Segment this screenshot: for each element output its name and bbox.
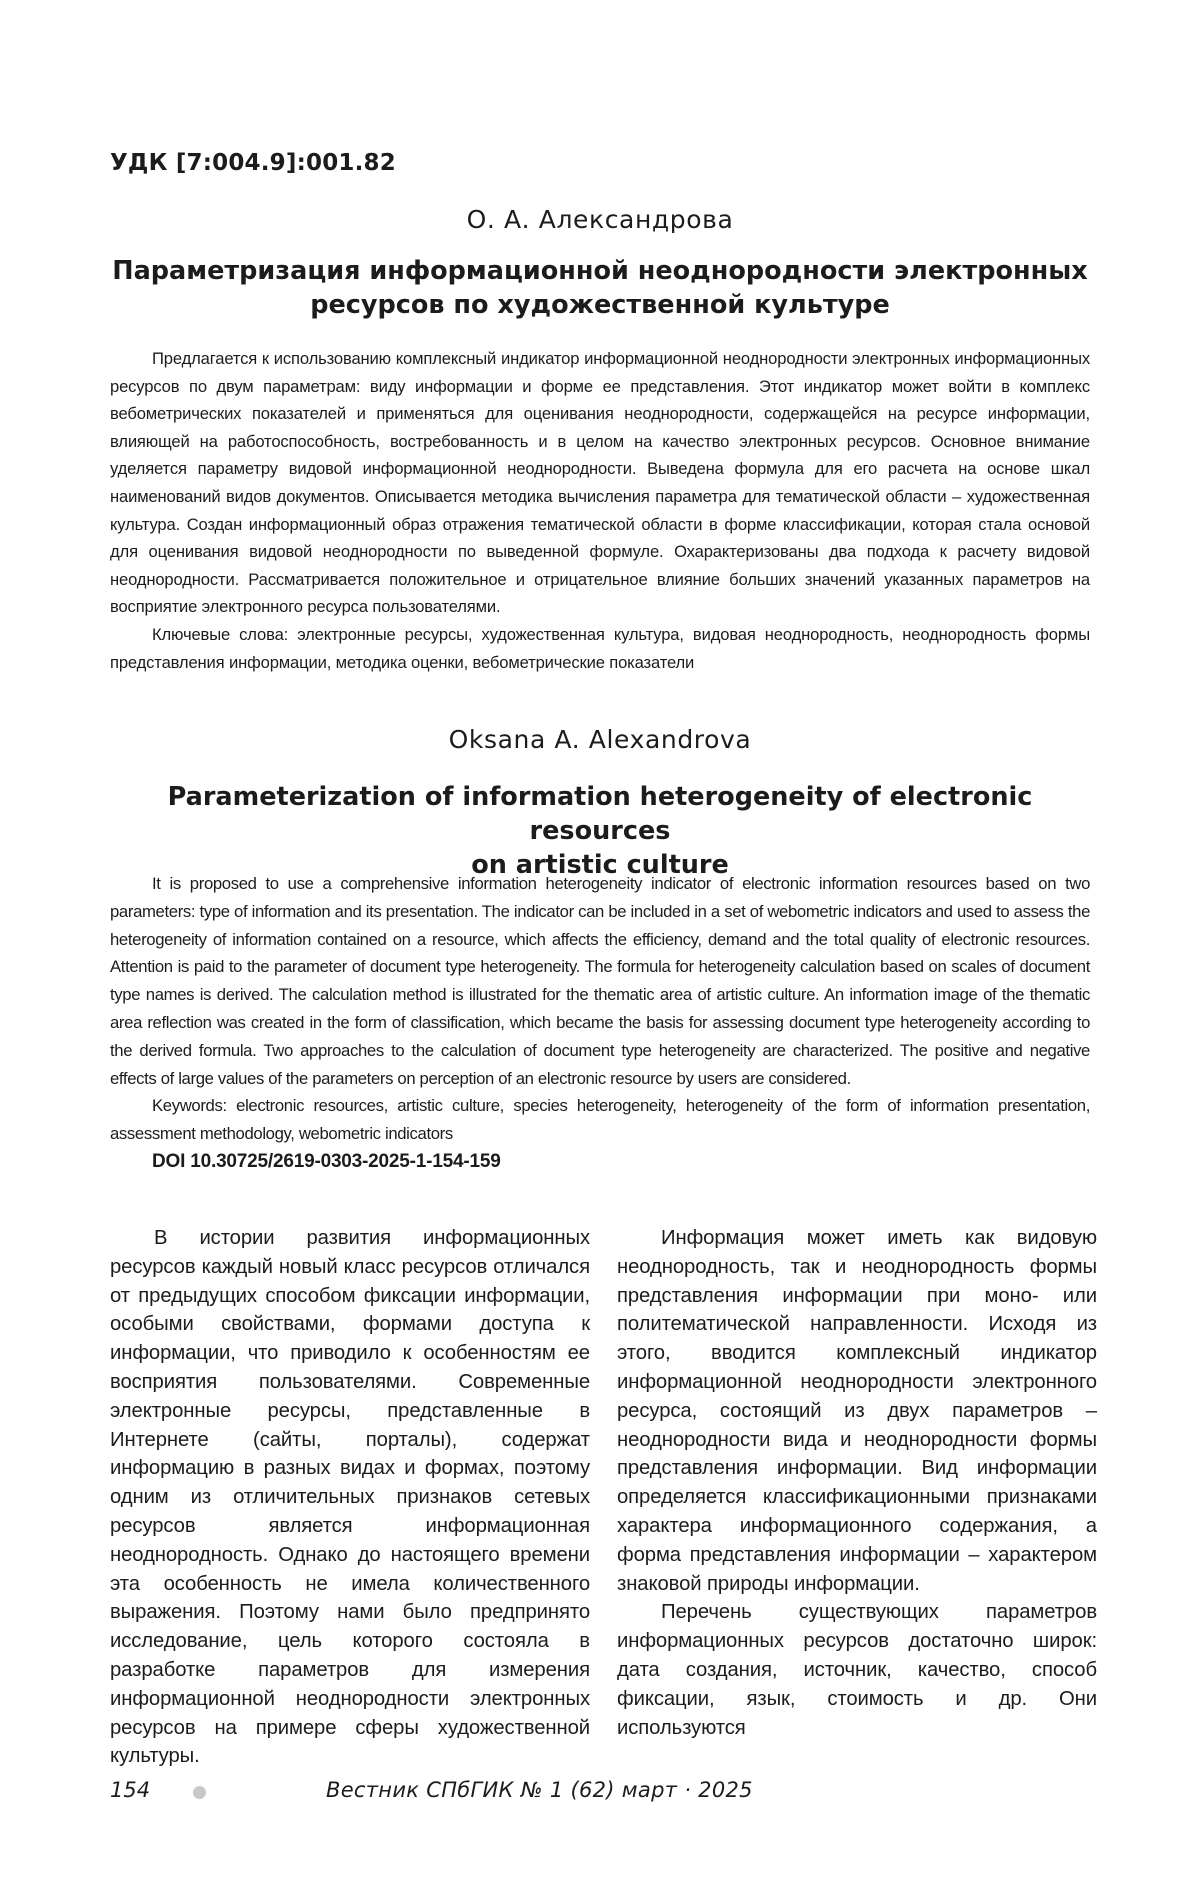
body-column-left: [110, 1224, 590, 1771]
page-number: 154: [110, 1778, 151, 1802]
abstract-en: [110, 870, 1090, 1176]
journal-info: Вестник СПбГИК № 1 (62) март · 2025: [326, 1778, 753, 1802]
title-en: [110, 780, 1090, 882]
body-paragraph: Перечень существующих параметров информационных ресурсов достаточно широк: дата создания, источник, качество, способ фиксации, язык, стоимость и др. Они используются: [617, 1601, 1097, 1739]
title-ru-line1: Параметризация информационной неоднородности электронных: [112, 256, 1088, 286]
title-ru-line2: ресурсов по художественной культуре: [310, 290, 890, 320]
body-column-right: [617, 1224, 1097, 1742]
author-ru: О. А. Александрова: [466, 205, 734, 234]
bullet-dot-icon: [193, 1786, 206, 1799]
title-en-line2: on artistic culture: [471, 850, 729, 880]
udc-code: УДК [7:004.9]:001.82: [110, 150, 396, 176]
doi: DOI 10.30725/2619-0303-2025-1-154-159: [152, 1150, 501, 1172]
abstract-ru: [110, 345, 1090, 676]
title-ru: [110, 254, 1090, 322]
keywords-ru: Ключевые слова: электронные ресурсы, художественная культура, видовая неоднородность, неоднородность формы представления информации, методика оценки, вебометрические показатели: [110, 624, 1090, 672]
body-paragraph: Информация может иметь как видовую неоднородность, так и неоднородность формы представления информации при моно- или политематической направленности. Исходя из этого, вводится комплексный индикатор информационной неоднородности электронного ресурса, состоящий из двух параметров – неоднородности вида и неоднородности формы представления информации. Вид информации определяется классификационными признаками характера информационного содержания, а форма представления информации – характером знаковой природы информации.: [617, 1227, 1097, 1595]
keywords-en: Keywords: electronic resources, artistic culture, species heterogeneity, heterogeneity of the form of information presentation, assessment methodology, webometric indicators: [110, 1096, 1090, 1144]
abstract-en-text: It is proposed to use a comprehensive information heterogeneity indicator of electronic information resources based on two parameters: type of information and its presentation. The indicator can be included in a set of webometric indicators and used to assess the heterogeneity of information contained on a resource, which affects the efficiency, demand and the total quality of electronic resources. Attention is paid to the parameter of document type heterogeneity. The formula for heterogeneity calculation based on scales of document type names is derived. The calculation method is illustrated for the thematic area of artistic culture. An information image of the thematic area reflection was created in the form of classification, which became the basis for assessing document type heterogeneity according to the derived formula. Two approaches to the calculation of document type heterogeneity are characterized. The positive and negative effects of large values of the parameters on perception of an electronic resource by users are considered.: [110, 874, 1090, 1088]
author-en: Oksana A. Alexandrova: [448, 725, 752, 754]
body-paragraph: В истории развития информационных ресурсов каждый новый класс ресурсов отличался от предыдущих способом фиксации информации, особыми свойствами, формами доступа к информации, что приводило к особенностям ее восприятия пользователями. Современные электронные ресурсы, представленные в Интернете (сайты, порталы), содержат информацию в разных видах и формах, поэтому одним из отличительных признаков сетевых ресурсов является информационная неоднородность. Однако до настоящего времени эта особенность не имела количественного выражения. Поэтому нами было предпринято исследование, цель которого состояла в разработке параметров для измерения информационной неоднородности электронных ресурсов на примере сферы художественной культуры.: [110, 1227, 590, 1768]
page-footer: [0, 1778, 1200, 1810]
title-en-line1: Parameterization of information heterogeneity of electronic resources: [167, 782, 1033, 846]
abstract-ru-text: Предлагается к использованию комплексный индикатор информационной неоднородности электронных информационных ресурсов по двум параметрам: виду информации и форме ее представления. Этот индикатор может войти в комплекс вебометрических показателей и применяться для оценивания неоднородности, содержащейся на ресурсе информации, влияющей на работоспособность, востребованность и в целом на качество электронных ресурсов. Основное внимание уделяется параметру видовой информационной неоднородности. Выведена формула для его расчета на основе шкал наименований видов документов. Описывается методика вычисления параметра для тематической области – художественная культура. Создан информационный образ отражения тематической области в форме классификации, которая стала основой для оценивания видовой неоднородности по выведенной формуле. Охарактеризованы два подхода к расчету видовой неоднородности. Рассматривается положительное и отрицательное влияние больших значений указанных параметров на восприятие электронного ресурса пользователями.: [110, 349, 1090, 617]
